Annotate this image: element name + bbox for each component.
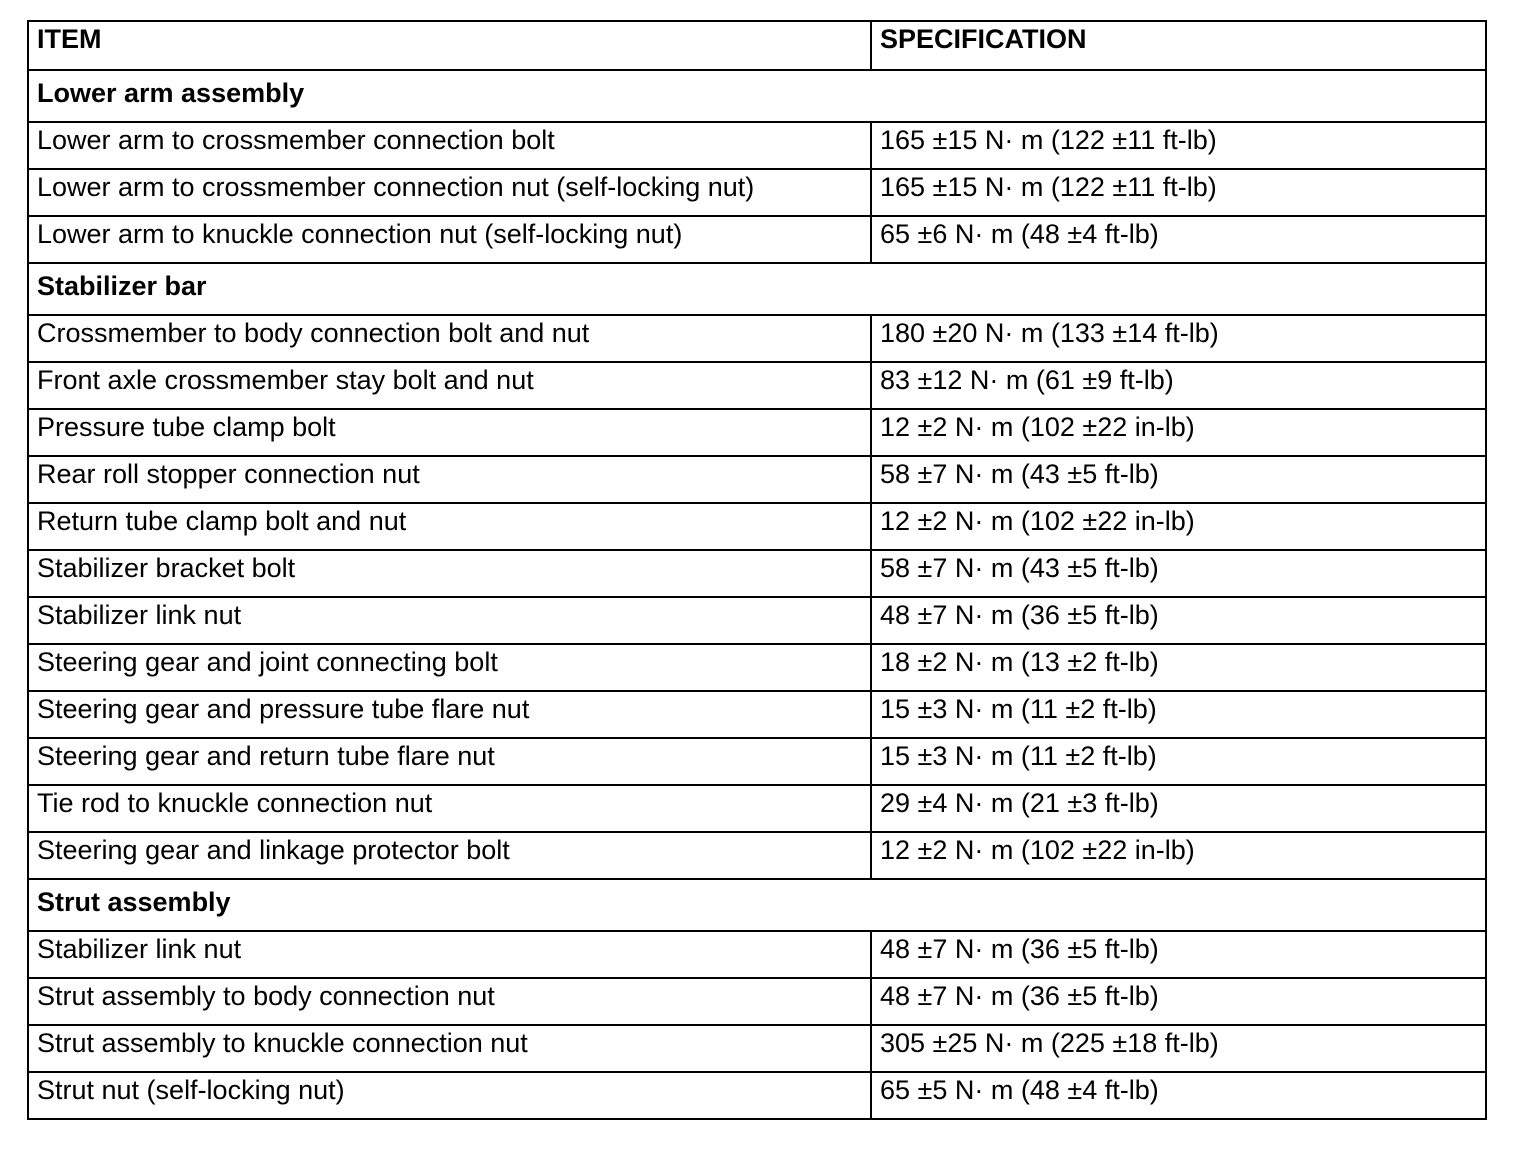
- specification-cell: 48 ±7 N· m (36 ±5 ft-lb): [871, 978, 1486, 1025]
- header-item: ITEM: [28, 21, 871, 70]
- specification-cell: 58 ±7 N· m (43 ±5 ft-lb): [871, 550, 1486, 597]
- item-cell: Steering gear and return tube flare nut: [28, 738, 871, 785]
- specification-cell: 15 ±3 N· m (11 ±2 ft-lb): [871, 738, 1486, 785]
- item-cell: Steering gear and pressure tube flare nut: [28, 691, 871, 738]
- table-row: [28, 503, 1486, 550]
- table-row: [28, 456, 1486, 503]
- item-cell: Strut nut (self-locking nut): [28, 1072, 871, 1119]
- section-title: Lower arm assembly: [28, 70, 1486, 122]
- specification-cell: 29 ±4 N· m (21 ±3 ft-lb): [871, 785, 1486, 832]
- table-row: [28, 738, 1486, 785]
- specification-cell: 58 ±7 N· m (43 ±5 ft-lb): [871, 456, 1486, 503]
- table-row: [28, 550, 1486, 597]
- table-body: [28, 21, 1486, 1119]
- table-row: [28, 931, 1486, 978]
- specification-cell: 12 ±2 N· m (102 ±22 in-lb): [871, 503, 1486, 550]
- header-specification: SPECIFICATION: [871, 21, 1486, 70]
- item-cell: Pressure tube clamp bolt: [28, 409, 871, 456]
- table-row: [28, 216, 1486, 263]
- specification-cell: 48 ±7 N· m (36 ±5 ft-lb): [871, 931, 1486, 978]
- item-cell: Stabilizer link nut: [28, 597, 871, 644]
- table-row: [28, 978, 1486, 1025]
- table-row: [28, 1072, 1486, 1119]
- item-cell: Strut assembly to knuckle connection nut: [28, 1025, 871, 1072]
- item-cell: Steering gear and joint connecting bolt: [28, 644, 871, 691]
- item-cell: Steering gear and linkage protector bolt: [28, 832, 871, 879]
- table-row: [28, 1025, 1486, 1072]
- item-cell: Lower arm to knuckle connection nut (self-locking nut): [28, 216, 871, 263]
- table-row: [28, 409, 1486, 456]
- table-row: [28, 362, 1486, 409]
- item-cell: Rear roll stopper connection nut: [28, 456, 871, 503]
- item-cell: Return tube clamp bolt and nut: [28, 503, 871, 550]
- specification-cell: 48 ±7 N· m (36 ±5 ft-lb): [871, 597, 1486, 644]
- table-row: [28, 315, 1486, 362]
- specification-cell: 65 ±5 N· m (48 ±4 ft-lb): [871, 1072, 1486, 1119]
- item-cell: Lower arm to crossmember connection nut (self-locking nut): [28, 169, 871, 216]
- section-title: Strut assembly: [28, 879, 1486, 931]
- specification-cell: 12 ±2 N· m (102 ±22 in-lb): [871, 832, 1486, 879]
- table-row: [28, 122, 1486, 169]
- table-row: [28, 832, 1486, 879]
- item-cell: Front axle crossmember stay bolt and nut: [28, 362, 871, 409]
- section-title: Stabilizer bar: [28, 263, 1486, 315]
- section-row: [28, 263, 1486, 315]
- specification-cell: 65 ±6 N· m (48 ±4 ft-lb): [871, 216, 1486, 263]
- specification-cell: 83 ±12 N· m (61 ±9 ft-lb): [871, 362, 1486, 409]
- table-header-row: [28, 21, 1486, 70]
- specification-cell: 12 ±2 N· m (102 ±22 in-lb): [871, 409, 1486, 456]
- table-row: [28, 644, 1486, 691]
- specification-cell: 180 ±20 N· m (133 ±14 ft-lb): [871, 315, 1486, 362]
- item-cell: Lower arm to crossmember connection bolt: [28, 122, 871, 169]
- item-cell: Strut assembly to body connection nut: [28, 978, 871, 1025]
- table-row: [28, 785, 1486, 832]
- specification-cell: 305 ±25 N· m (225 ±18 ft-lb): [871, 1025, 1486, 1072]
- table-row: [28, 691, 1486, 738]
- specification-cell: 15 ±3 N· m (11 ±2 ft-lb): [871, 691, 1486, 738]
- specification-cell: 165 ±15 N· m (122 ±11 ft-lb): [871, 122, 1486, 169]
- torque-specification-table: [27, 20, 1487, 1120]
- table-row: [28, 597, 1486, 644]
- section-row: [28, 70, 1486, 122]
- specification-cell: 165 ±15 N· m (122 ±11 ft-lb): [871, 169, 1486, 216]
- item-cell: Stabilizer link nut: [28, 931, 871, 978]
- item-cell: Stabilizer bracket bolt: [28, 550, 871, 597]
- item-cell: Crossmember to body connection bolt and nut: [28, 315, 871, 362]
- item-cell: Tie rod to knuckle connection nut: [28, 785, 871, 832]
- table-row: [28, 169, 1486, 216]
- section-row: [28, 879, 1486, 931]
- specification-cell: 18 ±2 N· m (13 ±2 ft-lb): [871, 644, 1486, 691]
